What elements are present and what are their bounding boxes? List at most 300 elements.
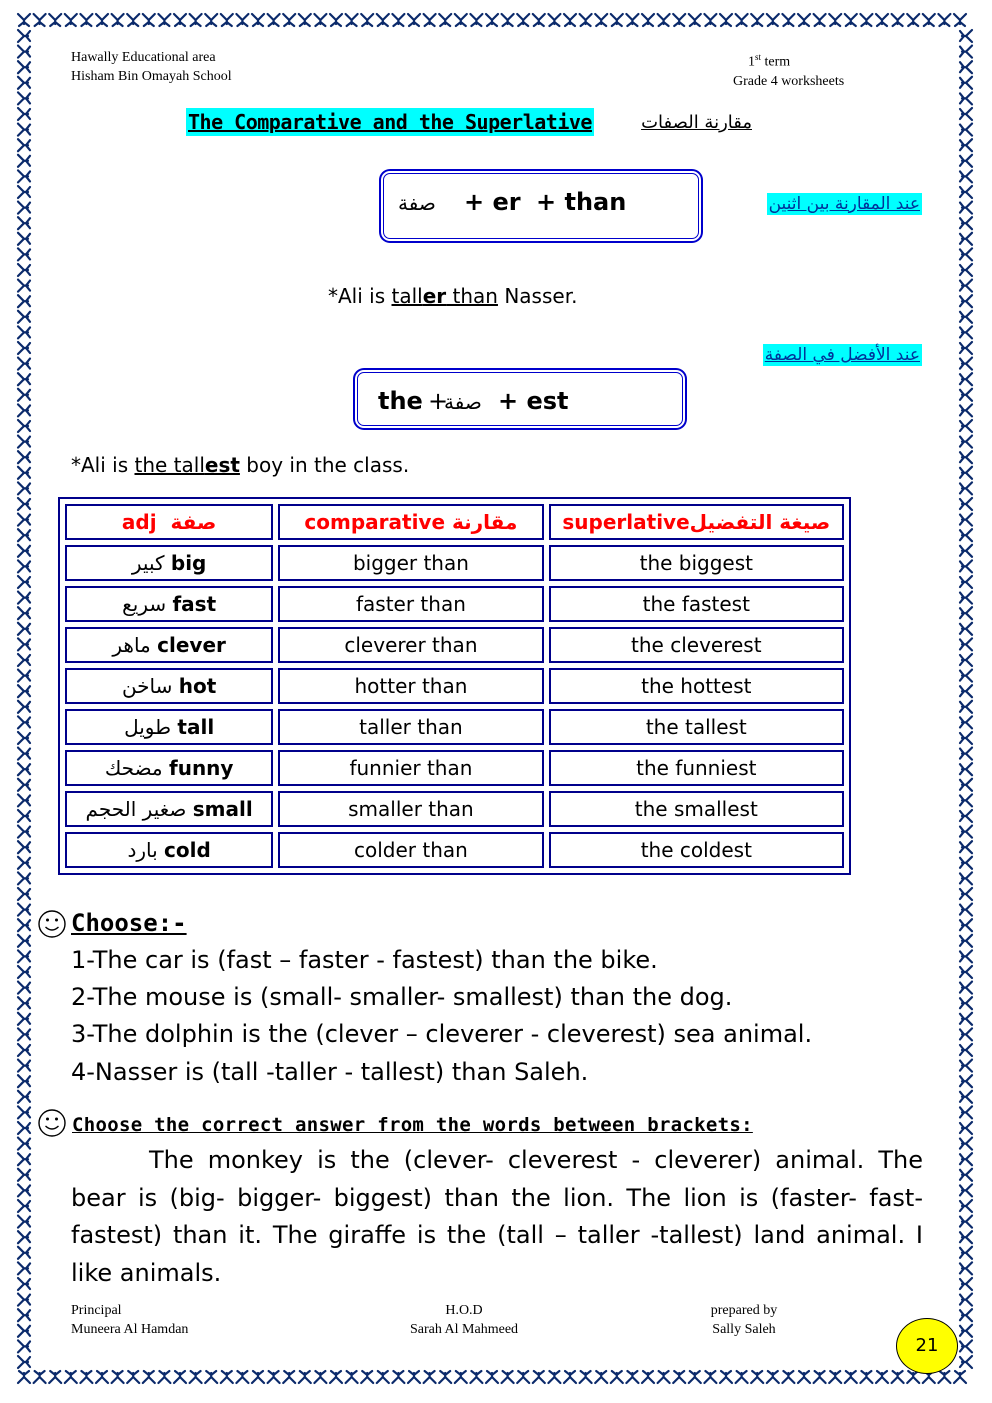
comparative-cell: cleverer than <box>278 627 543 663</box>
comparative-arabic-label: عند المقارنة بين اثنين <box>768 194 920 214</box>
border-glyph <box>704 14 716 26</box>
border-glyph <box>595 14 607 26</box>
border-glyph <box>689 1371 701 1383</box>
border-glyph <box>330 14 342 26</box>
border-glyph <box>346 1371 358 1383</box>
border-glyph <box>960 514 972 526</box>
border-glyph <box>960 1060 972 1072</box>
border-glyph <box>626 14 638 26</box>
border-glyph <box>18 701 30 713</box>
border-glyph <box>954 1371 966 1383</box>
border-glyph <box>330 1371 342 1383</box>
border-glyph <box>751 14 763 26</box>
border-glyph <box>205 1371 217 1383</box>
border-glyph <box>960 560 972 572</box>
adj-cell: مضحك funny <box>65 750 273 786</box>
table-row <box>65 627 844 663</box>
border-glyph <box>18 1184 30 1196</box>
border-glyph <box>960 280 972 292</box>
border-glyph <box>960 124 972 136</box>
border-glyph <box>960 77 972 89</box>
border-glyph <box>18 779 30 791</box>
border-glyph <box>960 779 972 791</box>
border-glyph <box>18 1169 30 1181</box>
border-glyph <box>18 248 30 260</box>
border-glyph <box>960 248 972 260</box>
border-glyph <box>252 14 264 26</box>
border-glyph <box>892 1371 904 1383</box>
border-glyph <box>960 108 972 120</box>
border-glyph <box>283 1371 295 1383</box>
border-glyph <box>960 46 972 58</box>
border-glyph <box>673 1371 685 1383</box>
border-glyph <box>960 1028 972 1040</box>
border-glyph <box>49 14 61 26</box>
border-glyph <box>18 139 30 151</box>
header-adj: adj صفة <box>65 504 273 540</box>
border-glyph <box>18 124 30 136</box>
border-glyph <box>236 14 248 26</box>
table-row <box>65 832 844 868</box>
border-glyph <box>960 342 972 354</box>
comparative-example: *Ali is taller than Nasser. <box>328 284 578 308</box>
border-glyph <box>960 1075 972 1087</box>
footer-principal: Principal Muneera Al Hamdan <box>71 1303 189 1337</box>
border-glyph <box>18 30 30 42</box>
border-glyph <box>720 1371 732 1383</box>
border-glyph <box>960 30 972 42</box>
superlative-cell: the biggest <box>549 545 844 581</box>
border-glyph <box>960 1231 972 1243</box>
adj-cell: سريع fast <box>65 586 273 622</box>
superlative-cell: the cleverest <box>549 627 844 663</box>
border-glyph <box>782 14 794 26</box>
border-glyph <box>960 701 972 713</box>
formula-est: + est <box>498 387 569 415</box>
term-label: 1st term <box>748 52 791 70</box>
border-glyph <box>18 217 30 229</box>
border-glyph <box>18 498 30 510</box>
adj-cell: صغير الحجم small <box>65 791 273 827</box>
border-glyph <box>127 14 139 26</box>
border-glyph <box>268 1371 280 1383</box>
border-glyph <box>49 1371 61 1383</box>
border-glyph <box>960 810 972 822</box>
superlative-cell: the smallest <box>549 791 844 827</box>
border-glyph <box>960 748 972 760</box>
comparative-cell: hotter than <box>278 668 543 704</box>
adj-cell: ساخن hot <box>65 668 273 704</box>
border-glyph <box>18 654 30 666</box>
header-right <box>733 48 844 91</box>
formula-adj-arabic-2: صفة <box>444 390 482 414</box>
border-glyph <box>18 436 30 448</box>
border-glyph <box>18 872 30 884</box>
superlative-example: *Ali is the tallest boy in the class. <box>71 453 410 477</box>
smiley-icon <box>37 909 67 939</box>
table-row <box>65 750 844 786</box>
border-glyph <box>960 1138 972 1150</box>
border-glyph <box>96 1371 108 1383</box>
superlative-formula-box <box>354 369 686 429</box>
border-glyph <box>34 14 46 26</box>
border-glyph <box>18 607 30 619</box>
border-glyph <box>18 1216 30 1228</box>
border-glyph <box>960 576 972 588</box>
border-glyph <box>18 1122 30 1134</box>
border-glyph <box>960 92 972 104</box>
border-glyph <box>408 1371 420 1383</box>
border-glyph <box>18 514 30 526</box>
border-glyph <box>18 982 30 994</box>
border-glyph <box>845 1371 857 1383</box>
border-glyph <box>18 950 30 962</box>
border-glyph <box>611 14 623 26</box>
border-glyph <box>18 857 30 869</box>
border-glyph <box>860 1371 872 1383</box>
border-glyph <box>127 1371 139 1383</box>
adj-cell: كبير big <box>65 545 273 581</box>
border-glyph <box>221 1371 233 1383</box>
border-glyph <box>960 997 972 1009</box>
border-glyph <box>689 14 701 26</box>
border-glyph <box>65 14 77 26</box>
footer-hod: H.O.D Sarah Al Mahmeed <box>409 1303 519 1337</box>
border-glyph <box>18 638 30 650</box>
border-glyph <box>361 14 373 26</box>
border-glyph <box>18 92 30 104</box>
border-glyph <box>960 155 972 167</box>
header-comparative: comparative مقارنة <box>278 504 543 540</box>
border-glyph <box>960 763 972 775</box>
smiley-icon-2 <box>37 1108 67 1138</box>
border-glyph <box>960 919 972 931</box>
border-glyph <box>960 592 972 604</box>
border-glyph <box>18 482 30 494</box>
border-glyph <box>314 14 326 26</box>
superlative-cell: the funniest <box>549 750 844 786</box>
border-glyph <box>960 732 972 744</box>
border-glyph <box>18 1325 30 1337</box>
border-glyph <box>960 295 972 307</box>
border-glyph <box>960 404 972 416</box>
border-glyph <box>439 14 451 26</box>
border-glyph <box>18 342 30 354</box>
border-glyph <box>18 295 30 307</box>
border-glyph <box>18 826 30 838</box>
border-glyph <box>845 14 857 26</box>
border-glyph <box>80 1371 92 1383</box>
border-glyph <box>960 139 972 151</box>
border-glyph <box>18 997 30 1009</box>
border-glyph <box>18 1231 30 1243</box>
border-glyph <box>517 14 529 26</box>
border-glyph <box>361 1371 373 1383</box>
border-glyph <box>960 794 972 806</box>
border-glyph <box>470 1371 482 1383</box>
border-glyph <box>736 1371 748 1383</box>
border-glyph <box>860 14 872 26</box>
border-glyph <box>18 186 30 198</box>
adj-cell: بارد cold <box>65 832 273 868</box>
border-glyph <box>18 670 30 682</box>
border-glyph <box>960 451 972 463</box>
superlative-arabic-label: عند الأفضل في الصفة <box>764 345 920 365</box>
border-glyph <box>960 623 972 635</box>
border-glyph <box>18 77 30 89</box>
border-glyph <box>960 436 972 448</box>
border-glyph <box>782 1371 794 1383</box>
border-glyph <box>938 14 950 26</box>
border-glyph <box>960 888 972 900</box>
border-glyph <box>829 1371 841 1383</box>
border-glyph <box>18 1153 30 1165</box>
border-glyph <box>960 420 972 432</box>
border-glyph <box>18 810 30 822</box>
border-glyph <box>876 1371 888 1383</box>
border-glyph <box>18 1138 30 1150</box>
border-glyph <box>392 1371 404 1383</box>
border-glyph <box>18 966 30 978</box>
border-glyph <box>751 1371 763 1383</box>
border-glyph <box>236 1371 248 1383</box>
border-glyph <box>960 670 972 682</box>
district-name: Hawally Educational area <box>71 50 216 65</box>
border-glyph <box>18 1200 30 1212</box>
border-glyph <box>18 1356 30 1368</box>
border-glyph <box>18 202 30 214</box>
border-glyph <box>960 1356 972 1368</box>
adjective-table <box>58 497 851 875</box>
border-glyph <box>960 1309 972 1321</box>
border-glyph <box>960 498 972 510</box>
border-glyph <box>143 1371 155 1383</box>
border-glyph <box>938 1371 950 1383</box>
border-glyph <box>767 14 779 26</box>
border-glyph <box>18 389 30 401</box>
border-glyph <box>18 576 30 588</box>
border-glyph <box>580 1371 592 1383</box>
border-glyph <box>18 1247 30 1259</box>
border-glyph <box>736 14 748 26</box>
border-glyph <box>221 14 233 26</box>
footer-prepared: prepared by Sally Saleh <box>710 1303 778 1337</box>
border-glyph <box>960 950 972 962</box>
border-glyph <box>960 233 972 245</box>
border-glyph <box>439 1371 451 1383</box>
border-glyph <box>18 1091 30 1103</box>
border-glyph <box>611 1371 623 1383</box>
border-glyph <box>299 14 311 26</box>
border-glyph <box>112 14 124 26</box>
border-glyph <box>18 545 30 557</box>
border-glyph <box>960 1216 972 1228</box>
comparative-cell: bigger than <box>278 545 543 581</box>
border-glyph <box>18 155 30 167</box>
border-glyph <box>377 1371 389 1383</box>
border-glyph <box>18 373 30 385</box>
border-glyph <box>190 1371 202 1383</box>
border-glyph <box>18 1262 30 1274</box>
table-row <box>65 545 844 581</box>
border-glyph <box>18 1060 30 1072</box>
border-glyph <box>408 14 420 26</box>
border-glyph <box>18 61 30 73</box>
superlative-cell: the fastest <box>549 586 844 622</box>
border-glyph <box>960 264 972 276</box>
border-glyph <box>18 358 30 370</box>
formula-er: + er <box>464 188 521 216</box>
border-glyph <box>18 888 30 900</box>
border-glyph <box>18 280 30 292</box>
border-glyph <box>18 1340 30 1352</box>
border-glyph <box>486 1371 498 1383</box>
border-glyph <box>143 14 155 26</box>
border-glyph <box>960 170 972 182</box>
border-glyph <box>960 373 972 385</box>
border-glyph <box>80 14 92 26</box>
comparative-cell: faster than <box>278 586 543 622</box>
border-glyph <box>517 1371 529 1383</box>
border-glyph <box>814 14 826 26</box>
border-glyph <box>960 1262 972 1274</box>
border-glyph <box>18 732 30 744</box>
table-row <box>65 668 844 704</box>
border-glyph <box>960 716 972 728</box>
border-glyph <box>960 1294 972 1306</box>
border-glyph <box>960 1325 972 1337</box>
grade-label: Grade 4 worksheets <box>733 73 845 89</box>
border-glyph <box>548 1371 560 1383</box>
border-glyph <box>18 311 30 323</box>
formula-plus: + <box>428 387 449 415</box>
border-glyph <box>486 14 498 26</box>
page-number-badge: 21 <box>896 1318 958 1374</box>
border-glyph <box>960 482 972 494</box>
border-glyph <box>960 61 972 73</box>
border-glyph <box>455 1371 467 1383</box>
border-glyph <box>502 1371 514 1383</box>
border-glyph <box>658 14 670 26</box>
border-glyph <box>18 748 30 760</box>
brackets-title: Choose the correct answer from the words between brackets: <box>72 1114 753 1136</box>
border-glyph <box>720 14 732 26</box>
border-glyph <box>580 14 592 26</box>
question-2: 2-The mouse is (small- smaller- smallest) than the dog. <box>71 983 733 1011</box>
border-glyph <box>960 545 972 557</box>
border-glyph <box>960 326 972 338</box>
border-glyph <box>18 420 30 432</box>
border-glyph <box>564 14 576 26</box>
border-glyph <box>960 186 972 198</box>
border-glyph <box>18 1278 30 1290</box>
border-glyph <box>954 14 966 26</box>
border-glyph <box>18 1075 30 1087</box>
border-glyph <box>960 1091 972 1103</box>
border-glyph <box>18 170 30 182</box>
comparative-cell: taller than <box>278 709 543 745</box>
border-glyph <box>18 560 30 572</box>
border-glyph <box>960 685 972 697</box>
border-glyph <box>533 14 545 26</box>
border-glyph <box>18 763 30 775</box>
header-superlative: superlativeصيغة التفضيل <box>549 504 844 540</box>
border-glyph <box>704 1371 716 1383</box>
border-glyph <box>960 389 972 401</box>
border-glyph <box>960 358 972 370</box>
title-row <box>186 108 756 140</box>
border-glyph <box>960 982 972 994</box>
border-glyph <box>502 14 514 26</box>
border-glyph <box>18 935 30 947</box>
border-glyph <box>960 311 972 323</box>
border-glyph <box>18 46 30 58</box>
border-glyph <box>34 1371 46 1383</box>
page-title-arabic: مقارنة الصفات <box>641 112 752 133</box>
border-glyph <box>18 1044 30 1056</box>
border-glyph <box>18 794 30 806</box>
border-glyph <box>829 14 841 26</box>
table-row <box>65 791 844 827</box>
border-glyph <box>814 1371 826 1383</box>
adj-cell: طويل tall <box>65 709 273 745</box>
border-glyph <box>960 826 972 838</box>
border-glyph <box>96 14 108 26</box>
border-glyph <box>642 1371 654 1383</box>
border-glyph <box>960 467 972 479</box>
border-glyph <box>960 638 972 650</box>
border-glyph <box>960 935 972 947</box>
border-glyph <box>299 1371 311 1383</box>
question-3: 3-The dolphin is the (clever – cleverer - cleverest) sea animal. <box>71 1020 813 1048</box>
border-glyph <box>314 1371 326 1383</box>
table-row <box>65 709 844 745</box>
superlative-cell: the coldest <box>549 832 844 868</box>
border-glyph <box>960 1184 972 1196</box>
border-glyph <box>595 1371 607 1383</box>
formula-the: the <box>378 387 423 415</box>
border-glyph <box>18 1294 30 1306</box>
border-glyph <box>960 1013 972 1025</box>
border-glyph <box>960 1278 972 1290</box>
border-glyph <box>960 1153 972 1165</box>
border-glyph <box>960 1200 972 1212</box>
border-glyph <box>892 14 904 26</box>
table-header-row <box>65 504 844 540</box>
border-glyph <box>18 841 30 853</box>
border-glyph <box>377 14 389 26</box>
border-glyph <box>18 404 30 416</box>
header-left <box>71 48 232 86</box>
border-glyph <box>960 529 972 541</box>
border-glyph <box>190 14 202 26</box>
border-glyph <box>960 1122 972 1134</box>
border-glyph <box>470 14 482 26</box>
border-glyph <box>960 1247 972 1259</box>
border-glyph <box>907 14 919 26</box>
border-glyph <box>18 1028 30 1040</box>
comparative-cell: funnier than <box>278 750 543 786</box>
border-glyph <box>18 1013 30 1025</box>
border-glyph <box>174 14 186 26</box>
superlative-cell: the hottest <box>549 668 844 704</box>
border-glyph <box>268 14 280 26</box>
border-glyph <box>960 607 972 619</box>
school-name: Hisham Bin Omayah School <box>71 69 232 84</box>
border-glyph <box>18 264 30 276</box>
border-glyph <box>252 1371 264 1383</box>
border-glyph <box>960 1044 972 1056</box>
